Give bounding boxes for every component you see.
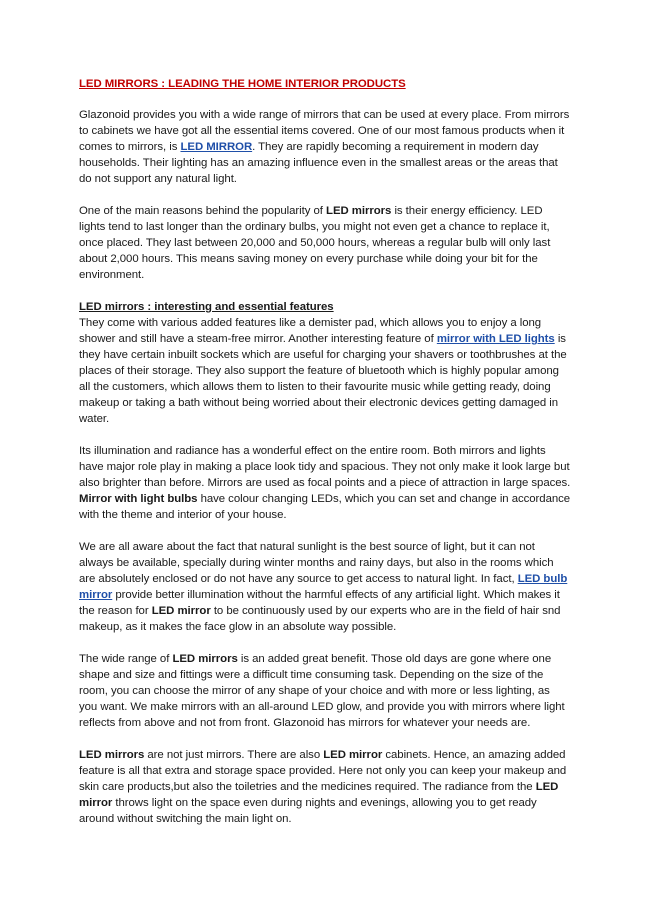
led-mirror-link[interactable]: LED MIRROR bbox=[180, 141, 253, 153]
bold-text: LED mirrors bbox=[79, 749, 145, 761]
text-run: is an added great benefit. Those old days are gone where one shape and size and fittings were a difficult time consuming task. Depending on the size of the room, you can choose the mirror of any shape of your choice and with more or less lighting, as you want. We make mirrors with an all-around LED glow, and provide you with mirrors where light reflects from above and not from front. Glazonoid has mirrors for whatever your needs are. bbox=[79, 653, 565, 729]
energy-paragraph bbox=[79, 203, 571, 283]
sunlight-paragraph bbox=[79, 539, 571, 635]
text-run: are not just mirrors. There are also bbox=[144, 749, 324, 761]
text-run: . They are rapidly becoming a requirement in modern day households. Their lighting has an amazing influence even in the smallest areas or the areas that do not support any natural light. bbox=[79, 141, 558, 185]
text-run: cabinets. Hence, an amazing added feature is all that extra and storage space provided. Here not only you can keep your makeup and skin care products,but also the toiletries and the medicines required. The radiance from the bbox=[79, 749, 567, 793]
bold-text: Mirror with light bulbs bbox=[79, 493, 198, 505]
bold-text: LED mirror bbox=[323, 749, 383, 761]
bold-text: LED mirror bbox=[79, 781, 559, 809]
range-paragraph bbox=[79, 651, 571, 731]
bold-text: LED mirrors bbox=[326, 205, 392, 217]
text-run: They come with various added features like a demister pad, which allows you to enjoy a long shower and still have a steam-free mirror. Another interesting feature of bbox=[79, 317, 542, 345]
text-run: provide better illumination without the harmful effects of any artificial light. Which makes it the reason for bbox=[79, 589, 560, 617]
text-run: is their energy efficiency. LED lights tend to last longer than the ordinary bulbs, you might not even get a chance to replace it, once placed. They last between 20,000 and 50,000 hours, whereas a regular bulb will only last about 2,000 hours. This means saving money on every purchase while doing your bit for the environment. bbox=[79, 205, 551, 281]
text-run: Glazonoid provides you with a wide range of mirrors that can be used at every place. From mirrors to cabinets we have got all the essential items covered. One of our most famous products when it comes to mirrors, is bbox=[79, 109, 570, 153]
text-run: We are all aware about the fact that natural sunlight is the best source of light, but it can not always be available, specially during winter months and rainy days, but also in the rooms which are absolutely enclosed or do not have any source to get access to natural light. In fact, bbox=[79, 541, 554, 585]
text-run: One of the main reasons behind the popularity of bbox=[79, 205, 327, 217]
led-bulb-mirror-link[interactable]: LED bulb mirror bbox=[79, 573, 568, 601]
text-run: Its illumination and radiance has a wonderful effect on the entire room. Both mirrors and lights have major role play in making a place look tidy and spacious. They not only make it look large but also brighter than before. Mirrors are used as focal points and a piece of attraction in large spaces. bbox=[79, 445, 571, 489]
page-title: LED MIRRORS : LEADING THE HOME INTERIOR PRODUCTS bbox=[79, 78, 406, 90]
bold-text: LED mirror bbox=[151, 605, 211, 617]
text-run: throws light on the space even during nights and evenings, allowing you to get ready around without switching the main light on. bbox=[79, 797, 537, 825]
text-run: is they have certain inbuilt sockets which are useful for charging your shavers or toothbrushes at the places of their storage. They also support the feature of bluetooth which is highly popular among all the customers, which allows them to listen to their favourite music while getting ready, doing makeup or taking a bath without being worried about their electronic devices getting damaged in water. bbox=[79, 333, 567, 425]
illumination-paragraph bbox=[79, 443, 571, 523]
section-subheading: LED mirrors : interesting and essential features bbox=[79, 301, 334, 313]
mirror-with-led-lights-link[interactable]: mirror with LED lights bbox=[436, 333, 555, 345]
document-page bbox=[79, 76, 571, 843]
cabinets-paragraph bbox=[79, 747, 571, 827]
text-run: to be continuously used by our experts who are in the field of hair snd makeup, as it makes the face glow in an absolute way possible. bbox=[79, 605, 561, 633]
text-run: The wide range of bbox=[79, 653, 173, 665]
text-run: have colour changing LEDs, which you can set and change in accordance with the theme and interior of your house. bbox=[79, 493, 571, 521]
features-paragraph bbox=[79, 299, 571, 427]
intro-paragraph bbox=[79, 107, 571, 187]
bold-text: LED mirrors bbox=[172, 653, 238, 665]
